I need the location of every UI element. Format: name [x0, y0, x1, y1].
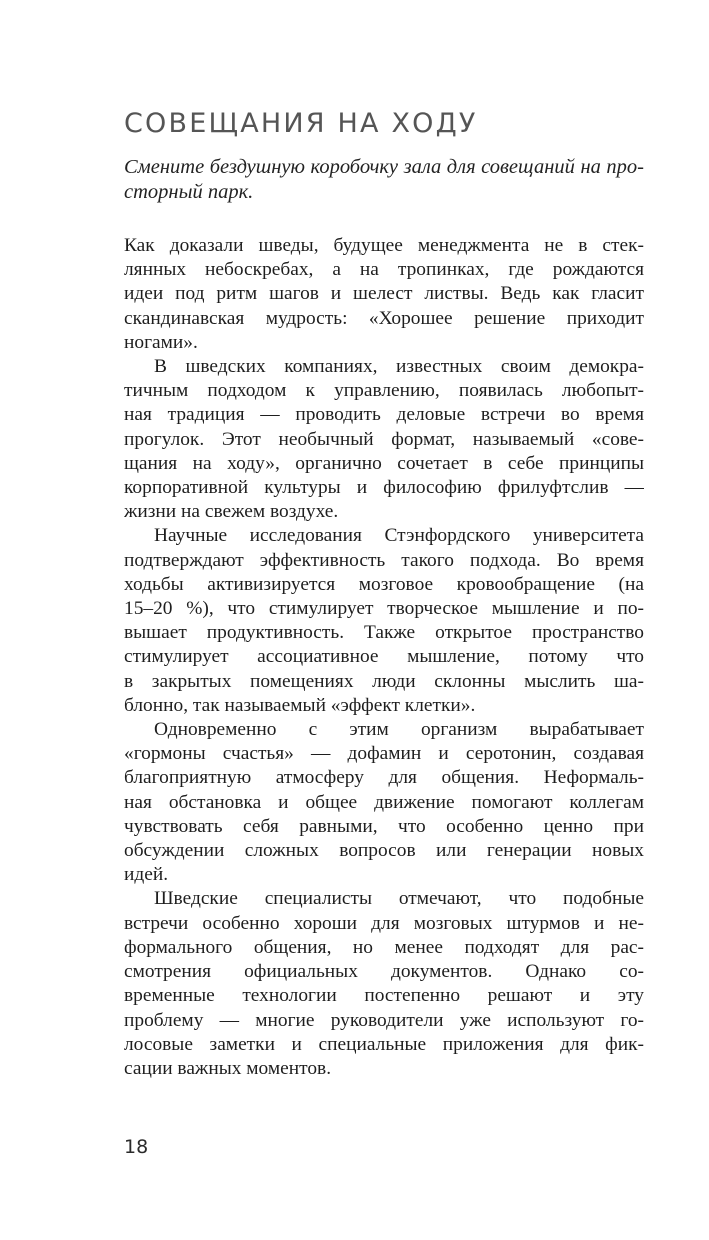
paragraph: [124, 234, 644, 355]
text-line: Одновременно с этим организм вырабатывает: [154, 719, 644, 741]
text-line: обсуждении сложных вопросов или генерации новых: [124, 840, 644, 862]
text-line: ная традиция — проводить деловые встречи во время: [124, 404, 644, 426]
text-line: ходьбы активизируется мозговое кровообращение (на: [124, 573, 644, 595]
paragraph: [124, 718, 644, 887]
text-line: ная обстановка и общее движение помогают коллегам: [124, 791, 644, 813]
body-text: [124, 234, 644, 1081]
text-line: В шведских компаниях, известных своим демокра-: [154, 356, 644, 378]
text-line: проблему — многие руководители уже используют го-: [124, 1009, 644, 1031]
text-line: идеи под ритм шагов и шелест листвы. Ведь как гласит: [124, 283, 644, 305]
text-line: лосовые заметки и специальные приложения для фик-: [124, 1033, 644, 1055]
paragraph: [124, 887, 644, 1081]
text-line: смотрения официальных документов. Однако со-: [124, 961, 644, 983]
text-line: сации важных моментов.: [124, 1057, 332, 1079]
text-line: скандинавская мудрость: «Хорошее решение приходит: [124, 307, 644, 329]
text-line: чувствовать себя равными, что особенно ценно при: [124, 815, 644, 837]
text-line: тичным подходом к управлению, появилась любопыт-: [124, 380, 644, 402]
text-line: стимулирует ассоциативное мышление, потому что: [124, 646, 644, 668]
text-line: временные технологии постепенно решают и эту: [124, 985, 644, 1007]
text-line: идей.: [124, 864, 169, 886]
text-line: корпоративной культуры и философию фрилуфтслив —: [124, 477, 644, 499]
text-line: жизни на свежем воздухе.: [124, 501, 339, 523]
text-line: Как доказали шведы, будущее менеджмента не в стек-: [124, 235, 644, 256]
text-line: подтверждают эффективность такого подхода. Во время: [124, 549, 644, 571]
text-line: в закрытых помещениях люди склонны мыслить ша-: [124, 670, 644, 692]
text-line: ногами».: [124, 331, 198, 353]
text-line: блонно, так называемый «эффект клетки».: [124, 694, 476, 716]
chapter-lead: [124, 155, 644, 205]
paragraph: [124, 524, 644, 718]
chapter-title: СОВЕЩАНИЯ НА ХОДУ: [124, 108, 478, 139]
page-number: 18: [124, 1136, 149, 1158]
text-line: Шведские специалисты отмечают, что подобные: [154, 888, 644, 910]
text-line: щания на ходу», органично сочетает в себе принципы: [124, 452, 644, 474]
text-line: Научные исследования Стэнфордского университета: [154, 525, 644, 547]
paragraph: [124, 355, 644, 524]
lead-line: сторный парк.: [124, 181, 254, 203]
text-line: «гормоны счастья» — дофамин и серотонин, создавая: [124, 743, 644, 765]
text-line: вышает продуктивность. Также открытое пространство: [124, 622, 644, 644]
text-line: 15–20 %), что стимулирует творческое мышление и по-: [124, 598, 644, 620]
text-line: прогулок. Этот необычный формат, называемый «сове-: [124, 428, 644, 450]
text-line: встречи особенно хороши для мозговых штурмов и не-: [124, 912, 644, 934]
text-line: лянных небоскребах, а на тропинках, где рождаются: [124, 259, 644, 281]
text-line: формального общения, но менее подходят для рас-: [124, 936, 644, 958]
lead-line: Смените бездушную коробочку зала для совещаний на про-: [124, 156, 644, 178]
text-line: благоприятную атмосферу для общения. Неформаль-: [124, 767, 644, 789]
